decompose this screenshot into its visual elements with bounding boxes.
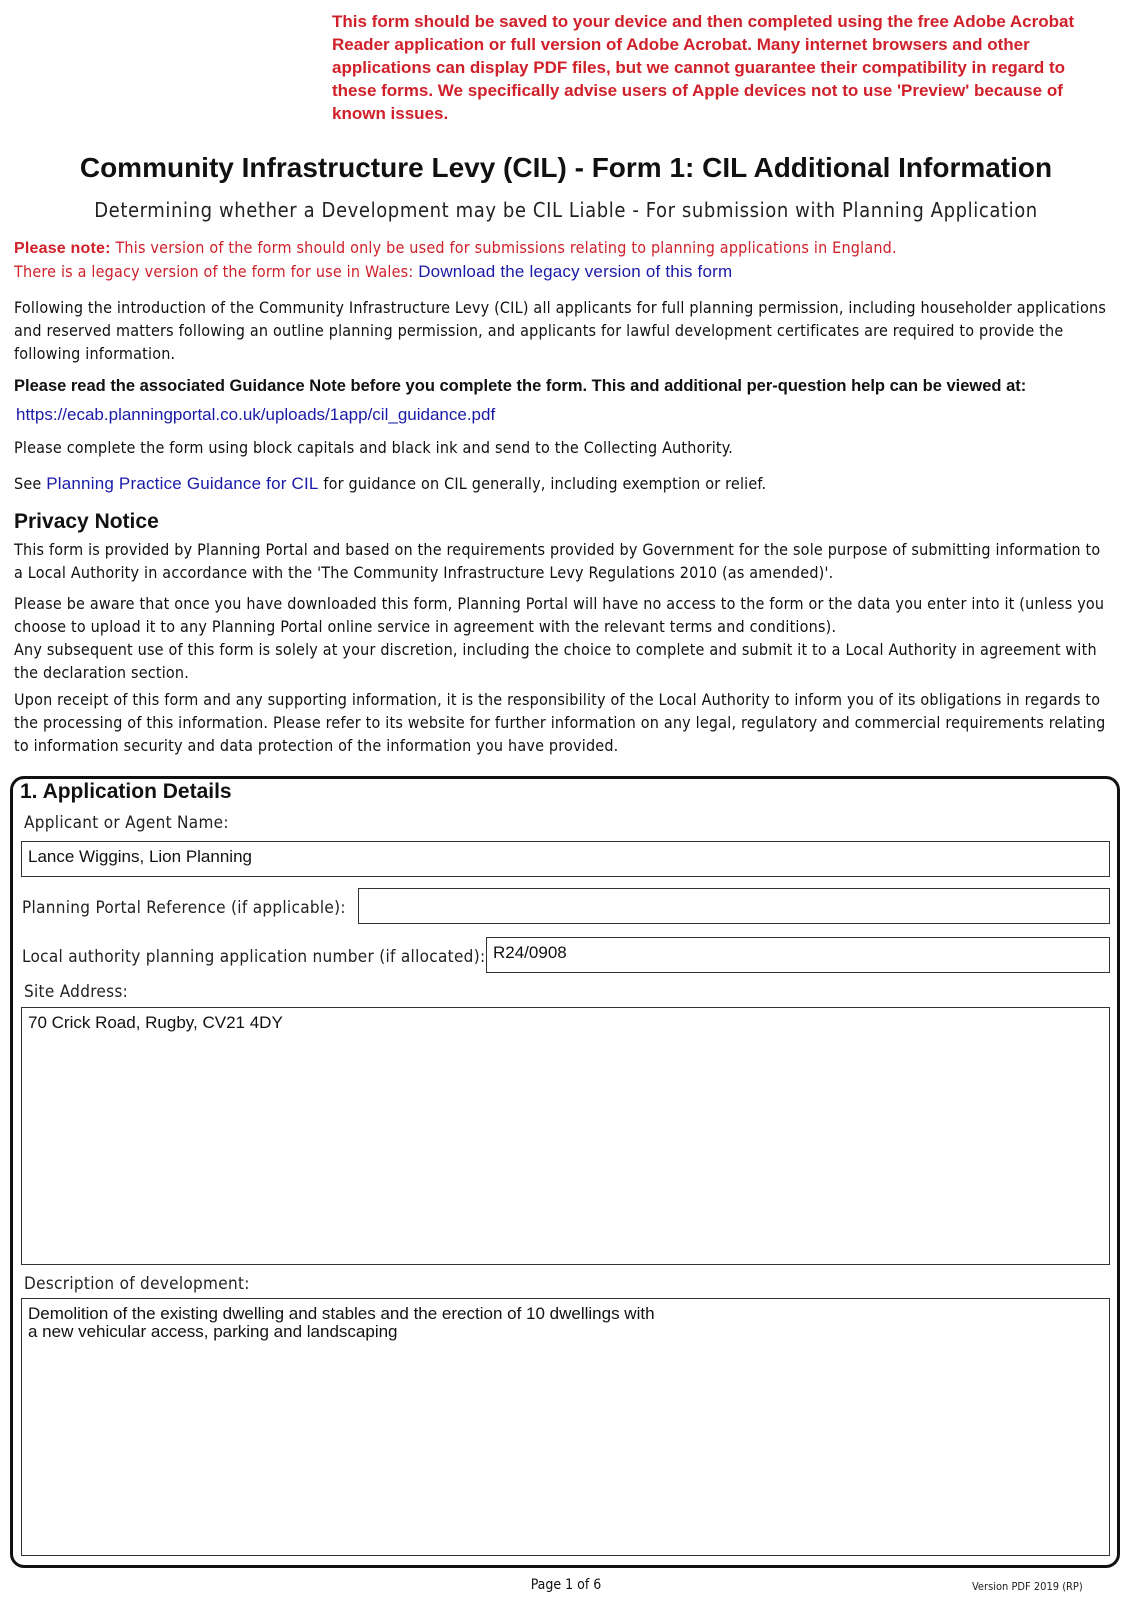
- page-number: Page 1 of 6: [530, 1577, 602, 1593]
- note-label: Please note:: [14, 240, 111, 257]
- adobe-warning: This form should be saved to your device and then completed using the free Adobe Acrobat Reader application or full version of Adobe Acrobat. Many internet browsers and other applications can display PDF files, but we cannot guarantee their compatibility in regard to these forms. We specifically advise users of Apple devices not to use 'Preview' because of known issues.: [332, 12, 1075, 123]
- section-heading: 1. Application Details: [20, 780, 232, 803]
- applicant-name-field[interactable]: Lance Wiggins, Lion Planning: [21, 841, 1110, 877]
- form-title: Community Infrastructure Levy (CIL) - Form 1: CIL Additional Information: [79, 152, 1053, 183]
- portal-reference-field[interactable]: [358, 888, 1110, 924]
- portal-reference-label: Planning Portal Reference (if applicable):: [22, 898, 346, 918]
- see-suffix: for guidance on CIL generally, including exemption or relief.: [318, 474, 767, 493]
- intro-paragraph: Following the introduction of the Community Infrastructure Levy (CIL) all applicants for full planning permission, including householder applications and reserved matters following an outline planning permission, and applicants for lawful development certificates are required to provide the following information.: [14, 298, 1107, 363]
- version-label: Version PDF 2019 (RP): [972, 1580, 1083, 1593]
- england-note: [14, 236, 1114, 260]
- la-application-number-label: Local authority planning application number (if allocated):: [22, 947, 486, 967]
- ppg-cil-link[interactable]: Planning Practice Guidance for CIL: [46, 474, 319, 493]
- privacy-paragraph-2: [14, 592, 1114, 684]
- wales-legacy-link[interactable]: Download the legacy version of this form: [418, 262, 733, 281]
- site-address-label: Site Address:: [24, 982, 129, 1002]
- privacy-paragraph-2b: Any subsequent use of this form is solely at your discretion, including the choice to complete and submit it to a Local Authority in agreement with the declaration section.: [14, 640, 1097, 682]
- description-label: Description of development:: [24, 1274, 250, 1294]
- see-prefix: See: [14, 474, 47, 493]
- privacy-paragraph-2a: Please be aware that once you have downloaded this form, Planning Portal will have no access to the form or the data you enter into it (unless you choose to upload it to any Planning Portal online service in agreement with the relevant terms and conditions).: [14, 594, 1105, 636]
- note-text: This version of the form should only be used for submissions relating to planning applications in England.: [110, 238, 897, 257]
- description-field[interactable]: Demolition of the existing dwelling and stables and the erection of 10 dwellings with a new vehicular access, parking and landscaping: [21, 1298, 1110, 1556]
- complete-form-instruction: Please complete the form using block capitals and black ink and send to the Collecting Authority.: [14, 438, 733, 457]
- la-application-number-field[interactable]: R24/0908: [486, 937, 1110, 973]
- see-guidance-line: [14, 472, 1114, 495]
- guidance-link[interactable]: https://ecab.planningportal.co.uk/uploads/1app/cil_guidance.pdf: [16, 405, 496, 424]
- privacy-paragraph-1: This form is provided by Planning Portal and based on the requirements provided by Government for the sole purpose of submitting information to a Local Authority in accordance with the 'The Community Infrastructure Levy Regulations 2010 (as amended)'.: [14, 540, 1101, 582]
- form-subtitle: Determining whether a Development may be CIL Liable - For submission with Planning Application: [94, 198, 1038, 222]
- wales-note-text: There is a legacy version of the form for use in Wales:: [14, 262, 414, 281]
- site-address-field[interactable]: 70 Crick Road, Rugby, CV21 4DY: [21, 1007, 1110, 1265]
- privacy-heading: Privacy Notice: [14, 510, 159, 533]
- privacy-paragraph-3: Upon receipt of this form and any supporting information, it is the responsibility of the Local Authority to inform you of its obligations in regards to the processing of this information. Please refer to its website for further information on any legal, regulatory and commercial requirements relating to information security and data protection of the information you have provided.: [14, 690, 1106, 755]
- applicant-name-label: Applicant or Agent Name:: [24, 813, 229, 833]
- wales-note: [14, 260, 1114, 283]
- read-guidance-text: Please read the associated Guidance Note before you complete the form. This and additional per-question help can be viewed at:: [14, 377, 1027, 395]
